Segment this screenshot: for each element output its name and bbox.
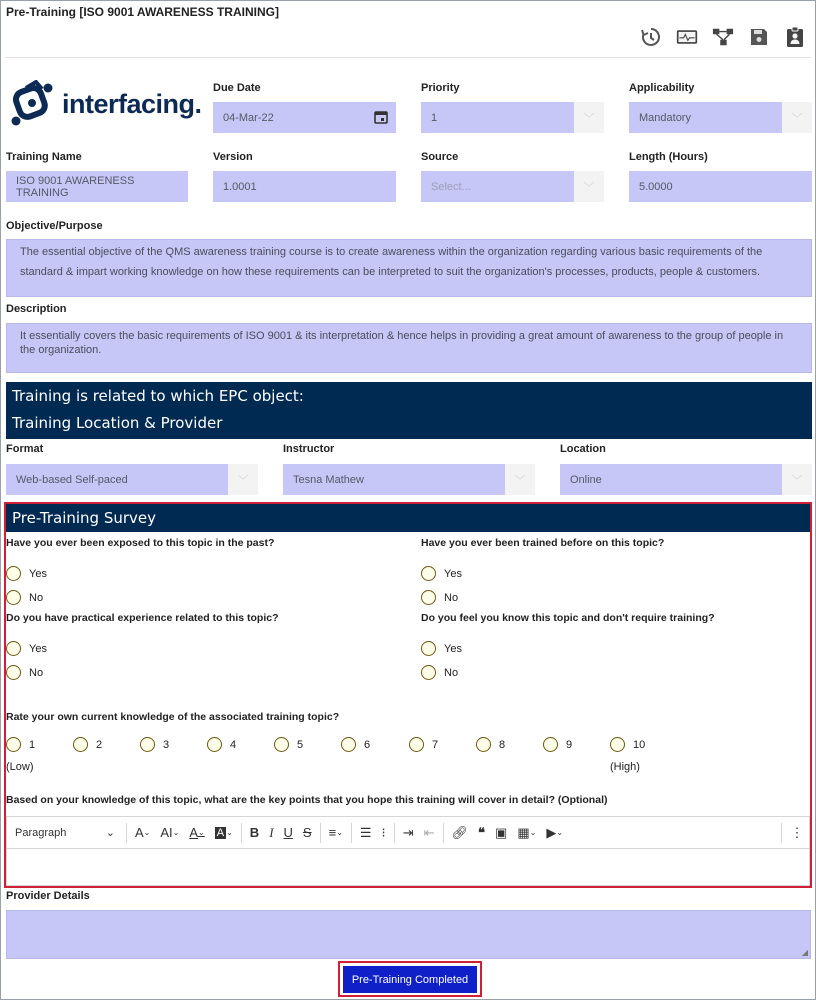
epc-section-header (6, 382, 812, 439)
align-icon[interactable]: ≡ ⌄ (328, 825, 343, 840)
applicability-label: Applicability (629, 82, 695, 94)
media-embed-icon[interactable]: ▶ ⌄ (546, 824, 564, 840)
source-select[interactable] (421, 171, 574, 202)
location-provider-title: Training Location & Provider (12, 414, 223, 432)
due-date-input[interactable] (213, 102, 396, 133)
strikethrough-icon[interactable]: S (302, 825, 312, 840)
radio-label: 2 (96, 738, 103, 751)
description-textarea[interactable]: It essentially covers the basic requirements of ISO 9001 & its interpretation & hence helps in providing a great amount of awareness to the group of people in the organization. (6, 323, 812, 373)
workflow-icon[interactable] (712, 26, 734, 48)
location-value: Online (570, 473, 602, 486)
q4-yes-radio[interactable] (421, 641, 462, 656)
italic-icon[interactable]: I (269, 824, 274, 840)
paragraph-format-label: Paragraph (15, 826, 67, 839)
applicability-value: Mandatory (639, 111, 691, 124)
radio-circle[interactable] (421, 665, 436, 680)
objective-textarea[interactable]: The essential objective of the QMS awareness training course is to create awareness within the organization regarding various basic requirements of the standard & impart working knowledge on how these requirements can be interpreted to suit the organization's processes, products, people & customers. (6, 239, 812, 297)
table-icon[interactable]: ▦ ⌄ (517, 824, 537, 840)
outdent-icon[interactable]: ⇤ (423, 824, 435, 840)
rating-1-radio[interactable] (6, 737, 35, 752)
radio-circle[interactable] (207, 737, 222, 752)
due-date-label: Due Date (213, 82, 261, 94)
chevron-down-icon: ⌄ (105, 827, 115, 839)
font-family-icon[interactable]: A ⌄ (135, 825, 151, 840)
clipboard-user-icon[interactable] (784, 26, 806, 48)
survey-section-title: Pre-Training Survey (6, 504, 810, 532)
toolbar-separator (394, 823, 395, 843)
version-input[interactable] (213, 171, 396, 202)
radio-label: Yes (29, 642, 47, 655)
rating-6-radio[interactable] (341, 737, 370, 752)
due-date-value: 04-Mar-22 (223, 111, 274, 124)
radio-circle[interactable] (6, 665, 21, 680)
radio-label: Yes (29, 567, 47, 580)
radio-circle[interactable] (543, 737, 558, 752)
interfacing-logo-icon (8, 80, 56, 128)
radio-circle[interactable] (421, 566, 436, 581)
length-label: Length (Hours) (629, 151, 708, 163)
radio-circle[interactable] (610, 737, 625, 752)
training-name-value: ISO 9001 AWARENESS TRAINING (16, 174, 135, 199)
q3-no-radio[interactable] (6, 665, 43, 680)
format-chevron-down-icon[interactable]: ﹀ (228, 464, 258, 495)
bold-icon[interactable]: B (249, 825, 260, 840)
radio-label: Yes (444, 567, 462, 580)
radio-label: 9 (566, 738, 573, 751)
q1-no-radio[interactable] (6, 590, 43, 605)
radio-circle[interactable] (6, 737, 21, 752)
radio-circle[interactable] (476, 737, 491, 752)
format-select[interactable] (6, 464, 228, 495)
radio-label: 7 (432, 738, 439, 751)
radio-label: No (29, 666, 44, 679)
page-title: Pre-Training [ISO 9001 AWARENESS TRAINING] (6, 5, 279, 19)
rating-4-radio[interactable] (207, 737, 236, 752)
priority-label: Priority (421, 82, 460, 94)
radio-label: 4 (230, 738, 237, 751)
paragraph-format-dropdown[interactable] (7, 818, 123, 848)
calendar-icon[interactable] (374, 110, 388, 127)
location-label: Location (560, 443, 606, 455)
radio-circle[interactable] (6, 641, 21, 656)
length-input[interactable] (629, 171, 812, 202)
radio-label: 3 (163, 738, 170, 751)
numbered-list-icon[interactable]: ☰ (359, 824, 372, 840)
radio-label: No (29, 591, 44, 604)
rating-9-radio[interactable] (543, 737, 572, 752)
length-value: 5.0000 (639, 180, 673, 193)
radio-label: No (444, 591, 459, 604)
radio-label: Yes (444, 642, 462, 655)
priority-value: 1 (431, 111, 438, 124)
training-name-input[interactable] (6, 171, 188, 202)
training-name-label: Training Name (6, 151, 82, 163)
radio-label: No (444, 666, 459, 679)
q1-yes-radio[interactable] (6, 566, 47, 581)
radio-circle[interactable] (140, 737, 155, 752)
rating-3-radio[interactable] (140, 737, 169, 752)
provider-details-label: Provider Details (6, 890, 90, 902)
radio-circle[interactable] (274, 737, 289, 752)
radio-label: 10 (633, 738, 646, 751)
location-chevron-down-icon[interactable]: ﹀ (782, 464, 812, 495)
radio-circle[interactable] (409, 737, 424, 752)
q4-no-radio[interactable] (421, 665, 458, 680)
version-label: Version (213, 151, 253, 163)
q3-yes-radio[interactable] (6, 641, 47, 656)
provider-details-textarea[interactable] (6, 910, 811, 959)
version-value: 1.0001 (223, 180, 257, 193)
source-chevron-down-icon[interactable]: ﹀ (574, 171, 604, 202)
activity-monitor-icon[interactable] (676, 26, 698, 48)
question-exposed: Have you ever been exposed to this topic in the past? (6, 537, 275, 549)
underline-icon[interactable]: U (283, 825, 293, 840)
background-color-icon[interactable]: A ⌄ (216, 826, 233, 839)
font-color-icon[interactable]: A ⌄ (189, 825, 205, 840)
resize-handle-icon[interactable]: ◢ (801, 948, 808, 957)
question-rating: Rate your own current knowledge of the associated training topic? (6, 711, 340, 723)
instructor-select[interactable] (283, 464, 505, 495)
rating-2-radio[interactable] (73, 737, 102, 752)
radio-label: 1 (29, 738, 36, 751)
radio-circle[interactable] (73, 737, 88, 752)
radio-circle[interactable] (421, 590, 436, 605)
question-know-topic: Do you feel you know this topic and don't require training? (421, 612, 715, 624)
question-trained-before: Have you ever been trained before on this topic? (421, 537, 665, 549)
key-points-editor[interactable] (6, 848, 810, 886)
toolbar-separator (443, 823, 444, 843)
instructor-value: Tesna Mathew (293, 473, 364, 486)
save-icon[interactable] (748, 26, 770, 48)
radio-circle[interactable] (341, 737, 356, 752)
radio-circle[interactable] (421, 641, 436, 656)
applicability-select[interactable] (629, 102, 782, 133)
more-options-icon[interactable]: ⋮ (790, 824, 804, 840)
rating-10-radio[interactable] (610, 737, 645, 752)
link-icon[interactable]: 🔗︎ (451, 824, 469, 840)
toolbar-separator (781, 823, 782, 843)
toolbar-separator (126, 823, 127, 843)
rating-5-radio[interactable] (274, 737, 303, 752)
toolbar-separator (351, 823, 352, 843)
indent-icon[interactable]: ⇥ (402, 824, 414, 840)
q2-yes-radio[interactable] (421, 566, 462, 581)
history-icon[interactable] (640, 26, 662, 48)
instructor-label: Instructor (283, 443, 335, 455)
location-select[interactable] (560, 464, 782, 495)
block-quote-icon[interactable]: ❝ (478, 824, 486, 840)
rating-8-radio[interactable] (476, 737, 505, 752)
toolbar-separator (241, 823, 242, 843)
pre-training-completed-button[interactable]: Pre-Training Completed (343, 966, 477, 993)
radio-label: 6 (364, 738, 371, 751)
toolbar (640, 26, 806, 48)
priority-chevron-down-icon[interactable]: ﹀ (574, 102, 604, 133)
applicability-chevron-down-icon[interactable]: ﹀ (782, 102, 812, 133)
source-placeholder: Select... (431, 180, 471, 193)
q2-no-radio[interactable] (421, 590, 458, 605)
font-size-icon[interactable]: AI ⌄ (160, 825, 180, 840)
radio-circle[interactable] (6, 566, 21, 581)
rich-text-toolbar (6, 816, 810, 848)
objective-label: Objective/Purpose (6, 220, 103, 232)
rating-7-radio[interactable] (409, 737, 438, 752)
description-label: Description (6, 303, 67, 315)
radio-circle[interactable] (6, 590, 21, 605)
instructor-chevron-down-icon[interactable]: ﹀ (505, 464, 535, 495)
rating-low-label: (Low) (6, 761, 34, 773)
image-icon[interactable]: ▣ (495, 824, 508, 840)
rating-high-label: (High) (610, 761, 640, 773)
format-label: Format (6, 443, 44, 455)
epc-section-title: Training is related to which EPC object: (12, 387, 304, 405)
company-logo (8, 80, 202, 128)
radio-label: 8 (499, 738, 506, 751)
header-divider (5, 57, 811, 58)
logo-text: interfacing. (62, 88, 202, 119)
radio-label: 5 (297, 738, 304, 751)
toolbar-separator (320, 823, 321, 843)
priority-select[interactable] (421, 102, 574, 133)
source-label: Source (421, 151, 459, 163)
question-practical-experience: Do you have practical experience related to this topic? (6, 612, 279, 624)
question-key-points: Based on your knowledge of this topic, what are the key points that you hope this training will cover in detail? (Optional) (6, 794, 608, 806)
format-value: Web-based Self-paced (16, 473, 128, 486)
bulleted-list-icon[interactable]: ⁝ (381, 824, 386, 840)
